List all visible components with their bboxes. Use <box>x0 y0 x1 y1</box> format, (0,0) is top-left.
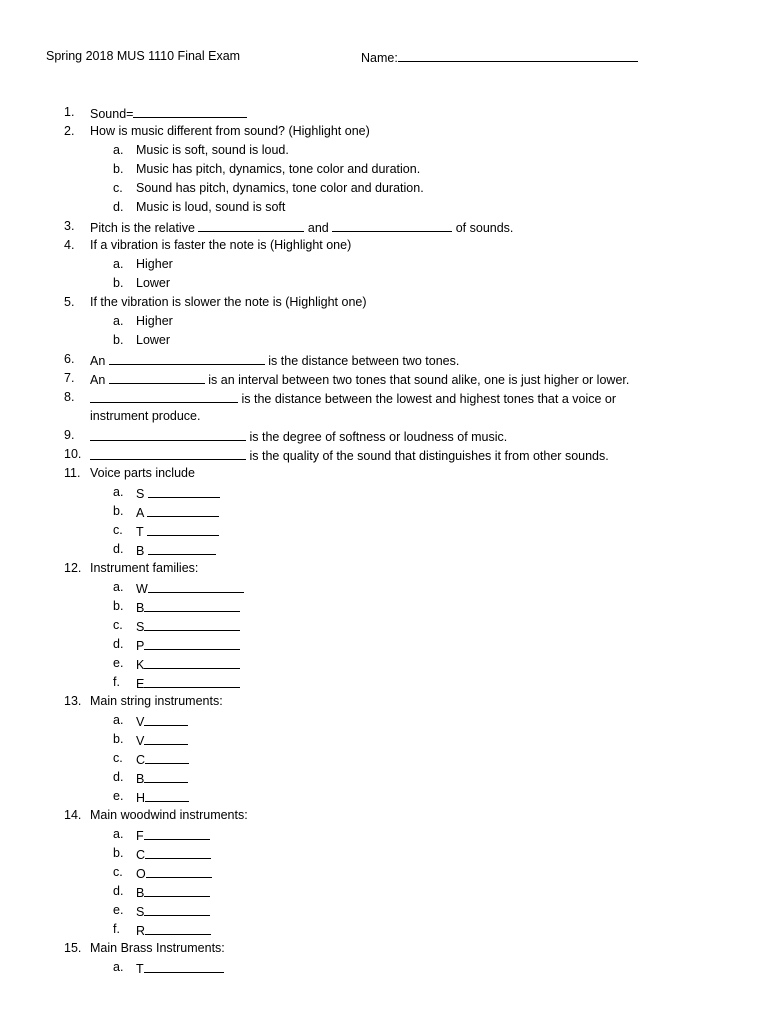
question-text: Main string instruments: <box>90 694 223 708</box>
option-text: A <box>136 506 144 520</box>
option-text: B <box>136 544 145 558</box>
option-letter: e. <box>113 656 124 670</box>
option-text: Higher <box>136 314 173 328</box>
answer-blank[interactable] <box>109 371 205 384</box>
question-number: 12. <box>64 561 82 575</box>
option-text: E <box>136 677 145 691</box>
answer-blank[interactable] <box>90 428 246 441</box>
option-text: Lower <box>136 333 171 347</box>
answer-blank[interactable] <box>144 770 188 783</box>
question-text: is an interval between two tones that sound alike, one is just higher or lower. <box>208 373 630 387</box>
answer-blank[interactable] <box>145 846 211 859</box>
question-text: is the degree of softness or loudness of music. <box>249 430 508 444</box>
answer-blank[interactable] <box>144 637 240 650</box>
option-letter: d. <box>113 542 124 556</box>
option-letter: b. <box>113 732 124 746</box>
option-text: F <box>136 829 144 843</box>
question-text: Main woodwind instruments: <box>90 808 248 822</box>
question-text: is the distance between two tones. <box>268 354 460 368</box>
answer-blank[interactable] <box>148 485 220 498</box>
answer-blank[interactable] <box>148 580 244 593</box>
option-letter: a. <box>113 827 124 841</box>
answer-blank[interactable] <box>109 352 265 365</box>
option-text: H <box>136 791 146 805</box>
option-letter: c. <box>113 618 123 632</box>
question-text: Sound= <box>90 107 134 121</box>
option-letter: f. <box>113 675 120 689</box>
option-letter: b. <box>113 333 124 347</box>
option-letter: a. <box>113 257 124 271</box>
option-text: B <box>136 886 145 900</box>
answer-blank[interactable] <box>198 219 304 232</box>
option-text: O <box>136 867 146 881</box>
option-letter: c. <box>113 181 123 195</box>
option-text: V <box>136 715 145 729</box>
option-letter: b. <box>113 276 124 290</box>
question-number: 8. <box>64 390 75 404</box>
option-letter: b. <box>113 599 124 613</box>
option-text: Lower <box>136 276 171 290</box>
option-text: V <box>136 734 145 748</box>
option-letter: d. <box>113 200 124 214</box>
question-number: 15. <box>64 941 82 955</box>
answer-blank[interactable] <box>144 827 210 840</box>
option-text: Music has pitch, dynamics, tone color and duration. <box>136 162 421 176</box>
option-letter: a. <box>113 960 124 974</box>
option-text: Music is soft, sound is loud. <box>136 143 289 157</box>
option-text: T <box>136 962 144 976</box>
option-letter: d. <box>113 637 124 651</box>
question-text: Main Brass Instruments: <box>90 941 225 955</box>
question-text: If the vibration is slower the note is (Highlight one) <box>90 295 367 309</box>
question-number: 1. <box>64 105 75 119</box>
option-text: S <box>136 905 145 919</box>
answer-blank[interactable] <box>144 884 210 897</box>
answer-blank[interactable] <box>147 504 219 517</box>
question-number: 11. <box>64 466 81 480</box>
question-number: 6. <box>64 352 75 366</box>
question-text: is the quality of the sound that distinguishes it from other sounds. <box>249 449 609 463</box>
question-text: instrument produce. <box>90 409 201 423</box>
option-text: B <box>136 772 145 786</box>
answer-blank[interactable] <box>144 713 188 726</box>
question-number: 14. <box>64 808 82 822</box>
name-blank[interactable] <box>398 49 638 62</box>
question-text: If a vibration is faster the note is (Highlight one) <box>90 238 352 252</box>
option-letter: e. <box>113 903 124 917</box>
answer-blank[interactable] <box>144 656 240 669</box>
option-letter: d. <box>113 770 124 784</box>
option-text: R <box>136 924 146 938</box>
option-letter: a. <box>113 713 124 727</box>
answer-blank[interactable] <box>144 960 224 973</box>
option-letter: d. <box>113 884 124 898</box>
option-letter: c. <box>113 751 123 765</box>
answer-blank[interactable] <box>90 390 238 403</box>
question-number: 7. <box>64 371 75 385</box>
option-letter: e. <box>113 789 124 803</box>
option-letter: a. <box>113 143 124 157</box>
answer-blank[interactable] <box>147 523 219 536</box>
option-text: Sound has pitch, dynamics, tone color and duration. <box>136 181 424 195</box>
option-text: S <box>136 620 145 634</box>
question-number: 13. <box>64 694 82 708</box>
answer-blank[interactable] <box>144 732 188 745</box>
question-text: How is music different from sound? (Highlight one) <box>90 124 370 138</box>
option-letter: c. <box>113 865 123 879</box>
question-text: An <box>90 373 106 387</box>
option-letter: b. <box>113 504 124 518</box>
answer-blank[interactable] <box>90 447 246 460</box>
option-letter: b. <box>113 162 124 176</box>
question-text: Voice parts include <box>90 466 195 480</box>
question-text: of sounds. <box>455 221 514 235</box>
question-number: 5. <box>64 295 75 309</box>
option-letter: a. <box>113 314 124 328</box>
option-letter: c. <box>113 523 123 537</box>
question-text: Pitch is the relative <box>90 221 195 235</box>
question-number: 10. <box>64 447 82 461</box>
question-text: is the distance between the lowest and highest tones that a voice or <box>241 392 617 406</box>
question-text: An <box>90 354 106 368</box>
name-label: Name: <box>361 51 398 65</box>
name-field[interactable] <box>361 49 638 65</box>
question-text: Instrument families: <box>90 561 199 575</box>
option-text: C <box>136 753 146 767</box>
answer-blank[interactable] <box>146 865 212 878</box>
answer-blank[interactable] <box>144 599 240 612</box>
answer-blank[interactable] <box>145 751 189 764</box>
question-number: 3. <box>64 219 75 233</box>
answer-blank[interactable] <box>144 675 240 688</box>
option-letter: b. <box>113 846 124 860</box>
option-text: C <box>136 848 146 862</box>
option-text: S <box>136 487 145 501</box>
option-text: K <box>136 658 145 672</box>
answer-blank[interactable] <box>144 618 240 631</box>
answer-blank[interactable] <box>144 903 210 916</box>
option-text: T <box>136 525 144 539</box>
option-text: P <box>136 639 145 653</box>
option-text: Music is loud, sound is soft <box>136 200 286 214</box>
answer-blank[interactable] <box>332 219 452 232</box>
question-number: 9. <box>64 428 75 442</box>
question-text: and <box>307 221 329 235</box>
option-text: B <box>136 601 145 615</box>
option-text: Higher <box>136 257 173 271</box>
option-letter: a. <box>113 580 124 594</box>
option-letter: a. <box>113 485 124 499</box>
option-letter: f. <box>113 922 120 936</box>
question-number: 4. <box>64 238 75 252</box>
option-text: W <box>136 582 148 596</box>
question-number: 2. <box>64 124 75 138</box>
exam-title: Spring 2018 MUS 1110 Final Exam <box>46 49 241 63</box>
answer-blank[interactable] <box>133 105 247 118</box>
answer-blank[interactable] <box>148 542 216 555</box>
answer-blank[interactable] <box>145 789 189 802</box>
answer-blank[interactable] <box>145 922 211 935</box>
